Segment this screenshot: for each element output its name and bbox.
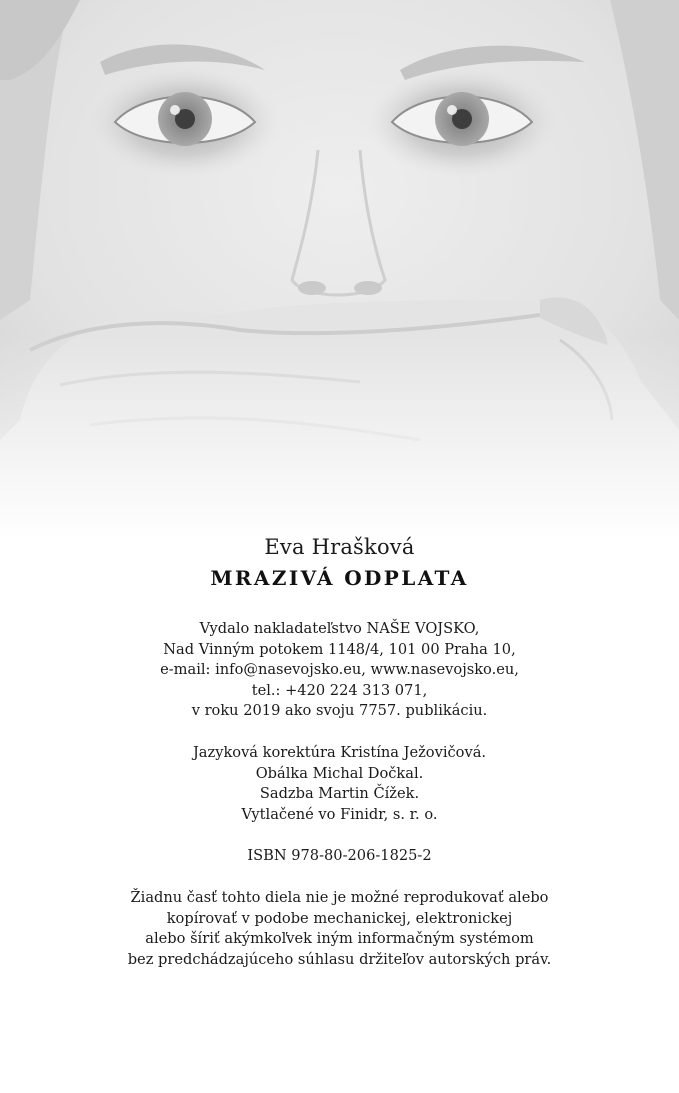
publisher-line: Vydalo nakladateľstvo NAŠE VOJSKO,: [199, 620, 480, 637]
credits: [0, 743, 679, 825]
book-title: MRAZIVÁ ODPLATA: [210, 566, 469, 590]
face-with-hand-illustration: [0, 0, 679, 540]
credit-cover: Obálka Michal Dočkal.: [255, 764, 424, 782]
rights-notice: [0, 888, 679, 970]
rights-line: bez predchádzajúceho súhlasu držiteľov autorských práv.: [127, 950, 552, 968]
credit-proofreading: Jazyková korektúra Kristína Ježovičová.: [192, 743, 487, 761]
publisher-info: [0, 619, 679, 722]
publisher-address: Nad Vinným potokem 1148/4, 101 00 Praha 10,: [163, 640, 516, 658]
rights-line: alebo šíriť akýmkoľvek iným informačným systémom: [145, 930, 534, 948]
publisher-contact: e-mail: info@nasevojsko.eu, www.nasevojsko.eu,: [160, 661, 519, 679]
credit-printing: Vytlačené vo Finidr, s. r. o.: [241, 805, 438, 823]
rights-line: kopírovať v podobe mechanickej, elektronickej: [166, 909, 513, 927]
publication-year: v roku 2019 ako svoju 7757. publikáciu.: [191, 702, 488, 720]
cover-photo: [0, 0, 679, 540]
imprint-text: [0, 532, 679, 970]
credit-typesetting: Sadzba Martin Čížek.: [259, 785, 420, 803]
isbn: ISBN 978-80-206-1825-2: [247, 847, 432, 865]
publisher-phone: tel.: +420 224 313 071,: [251, 681, 428, 699]
author-name: Eva Hrašková: [264, 535, 415, 559]
rights-line: Žiadnu časť tohto diela nie je možné reprodukovať alebo: [130, 888, 549, 906]
